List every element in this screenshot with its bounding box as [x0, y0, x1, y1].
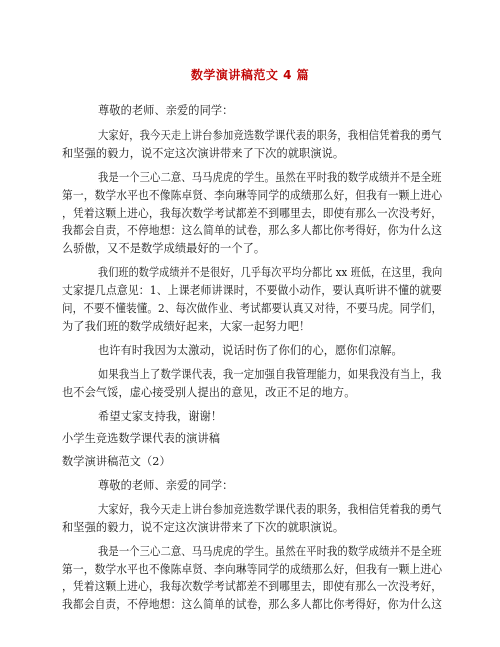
paragraph-line: 大家好，我今天走上讲台参加竞选数学课代表的职务，我相信凭着我的勇气	[98, 129, 442, 142]
section-heading: 数学演讲稿范文（2）	[62, 455, 171, 468]
paragraph-line: 和坚强的毅力，说不定这次演讲带来了下次的就职演说。	[62, 147, 345, 160]
paragraph-line: 为了我们班的数学成绩好起来，大家一起努力吧！	[62, 320, 311, 333]
paragraph-line: 我都会自责，不停地想：这么简单的试卷，那么多人都比你考得好，你为什么这	[62, 598, 443, 611]
paragraph-line: ，凭着这颗上进心，我每次数学考试都差不到哪里去，即使有那么一次没考好，	[62, 580, 443, 593]
paragraph-line: 也许有时我因为太激动，说话时伤了你们的心，愿你们凉解。	[98, 344, 403, 357]
paragraph-line: 我是一个三心二意、马马虎虎的学生。虽然在平时我的数学成绩并不是全班	[98, 545, 442, 558]
document-title: 数学演讲稿范文 4 篇	[190, 68, 310, 82]
paragraph-line: 第一，数学水平也不像陈卓贤、李向琳等同学的成绩那么好，但我有一颗上进心	[62, 189, 443, 202]
paragraph-line: 希望丈家支持我，谢谢！	[98, 410, 223, 423]
paragraph-line: 大家好，我今天走上讲台参加竞选数学课代表的职务，我相信凭着我的勇气	[98, 503, 442, 516]
section-heading: 小学生竞选数学课代表的演讲稿	[62, 432, 221, 445]
paragraph-line: 丈家提几点意见：1、上课老师讲课时，不要做小动作，要认真听讲不懂的就要	[62, 284, 442, 297]
paragraph-line: 么骄傲，又不是数学成绩最好的一个了。	[62, 242, 266, 255]
paragraph-line: 我是一个三心二意、马马虎虎的学生。虽然在平时我的数学成绩并不是全班	[98, 171, 442, 184]
paragraph-line: 也不会气馁，虚心接受别人提出的意见，改正不足的地方。	[62, 386, 356, 399]
salutation-2: 尊敬的老师、亲爱的同学：	[98, 479, 234, 492]
salutation-1: 尊敬的老师、亲爱的同学：	[98, 104, 234, 117]
paragraph-line: 第一，数学水平也不像陈卓贤、李向琳等同学的成绩那么好，但我有一颗上进心	[62, 563, 443, 576]
paragraph-line: 我们班的数学成绩并不是很好，几乎每次平均分都比 xx 班低，在这里，我向	[98, 266, 443, 279]
paragraph-line: 和坚强的毅力，说不定这次演讲带来了下次的就职演说。	[62, 521, 345, 534]
paragraph-line: 我都会自责，不停地想：这么简单的试卷，那么多人都比你考得好，你为什么这	[62, 224, 443, 237]
paragraph-line: 问，不要不懂装懂。2、每次做作业、考试都要认真又对待，不要马虎。同学们，	[62, 302, 443, 315]
paragraph-line: 如果我当上了数学课代表，我一定加强自我管理能力，如果我没有当上，我	[98, 368, 442, 381]
paragraph-line: ，凭着这颗上进心，我每次数学考试都差不到哪里去，即使有那么一次没考好，	[62, 207, 443, 220]
